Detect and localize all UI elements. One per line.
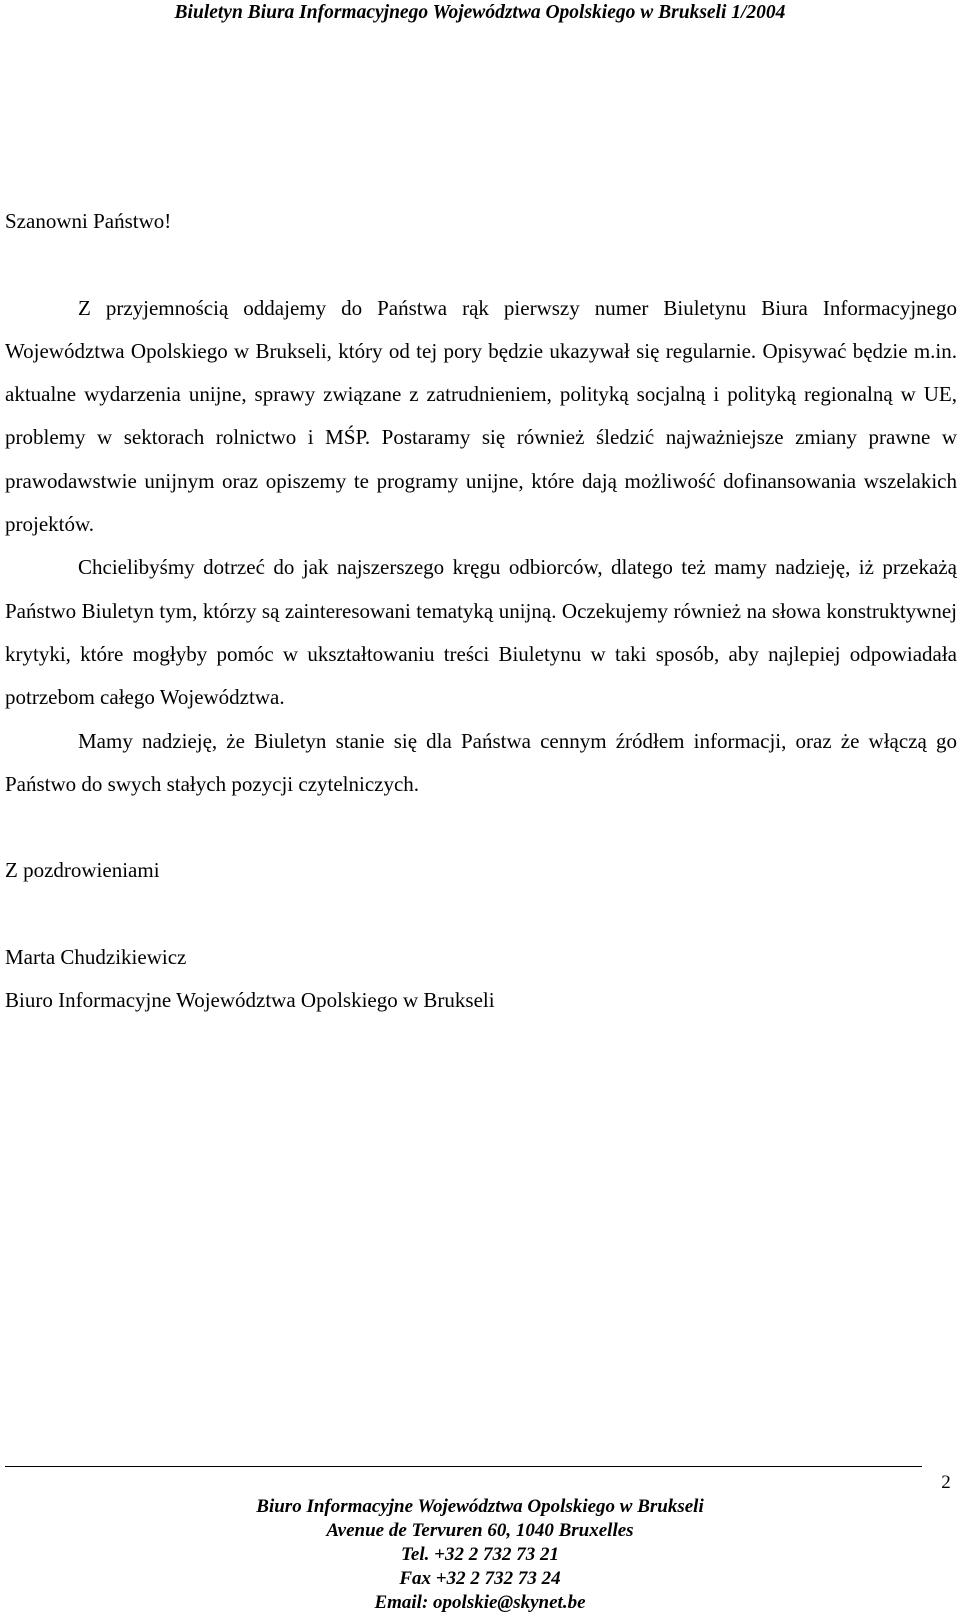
paragraph-audience: Chcielibyśmy dotrzeć do jak najszerszego kręgu odbiorców, dlatego też mamy nadzieję, iż przekażą Państwo Biuletyn tym, którzy są zainteresowani tematyką unijną. Oczekujemy również na słowa konstruktywnej krytyki, które mogłyby pomóc w ukształtowaniu treści Biuletynu w taki sposób, aby najlepiej odpowiadała potrzebom całego Województwa.	[5, 555, 957, 710]
footer-org: Biuro Informacyjne Województwa Opolskiego w Brukseli	[256, 1496, 704, 1517]
footer-divider	[5, 1466, 922, 1467]
footer-tel: Tel. +32 2 732 73 21	[401, 1544, 559, 1565]
blank-line	[5, 893, 957, 936]
signature-name: Marta Chudzikiewicz	[5, 945, 187, 970]
footer-email: Email: opolskie@skynet.be	[374, 1592, 586, 1613]
blank-line	[5, 806, 957, 849]
closing: Z pozdrowieniami	[5, 858, 160, 883]
salutation: Szanowni Państwo!	[5, 209, 172, 233]
footer	[0, 1495, 960, 1615]
paragraph-intro: Z przyjemnością oddajemy do Państwa rąk pierwszy numer Biuletynu Biura Informacyjnego Województwa Opolskiego w Brukseli, który od tej pory będzie ukazywał się regularnie. Opisywać będzie m.in. aktualne wydarzenia unijne, sprawy związane z zatrudnieniem, polityką socjalną i polityką regionalną w UE, problemy w sektorach rolnictwo i MŚP. Postaramy się również śledzić najważniejsze zmiany prawne w prawodawstwie unijnym oraz opiszemy te programy unijne, które dają możliwość dofinansowania wszelakich projektów.	[5, 295, 957, 537]
footer-address: Avenue de Tervuren 60, 1040 Bruxelles	[326, 1520, 634, 1541]
blank-line	[5, 243, 957, 286]
page-number: 2	[941, 1472, 951, 1493]
paragraph-hope: Mamy nadzieję, że Biuletyn stanie się dla Państwa cennym źródłem informacji, oraz że włączą go Państwo do swych stałych pozycji czytelniczych.	[5, 728, 957, 796]
signature-org: Biuro Informacyjne Województwa Opolskiego w Brukseli	[5, 988, 495, 1013]
running-header: Biuletyn Biura Informacyjnego Województwa Opolskiego w Brukseli 1/2004	[174, 2, 786, 23]
letter-body	[5, 200, 957, 1023]
footer-fax: Fax +32 2 732 73 24	[399, 1568, 561, 1589]
